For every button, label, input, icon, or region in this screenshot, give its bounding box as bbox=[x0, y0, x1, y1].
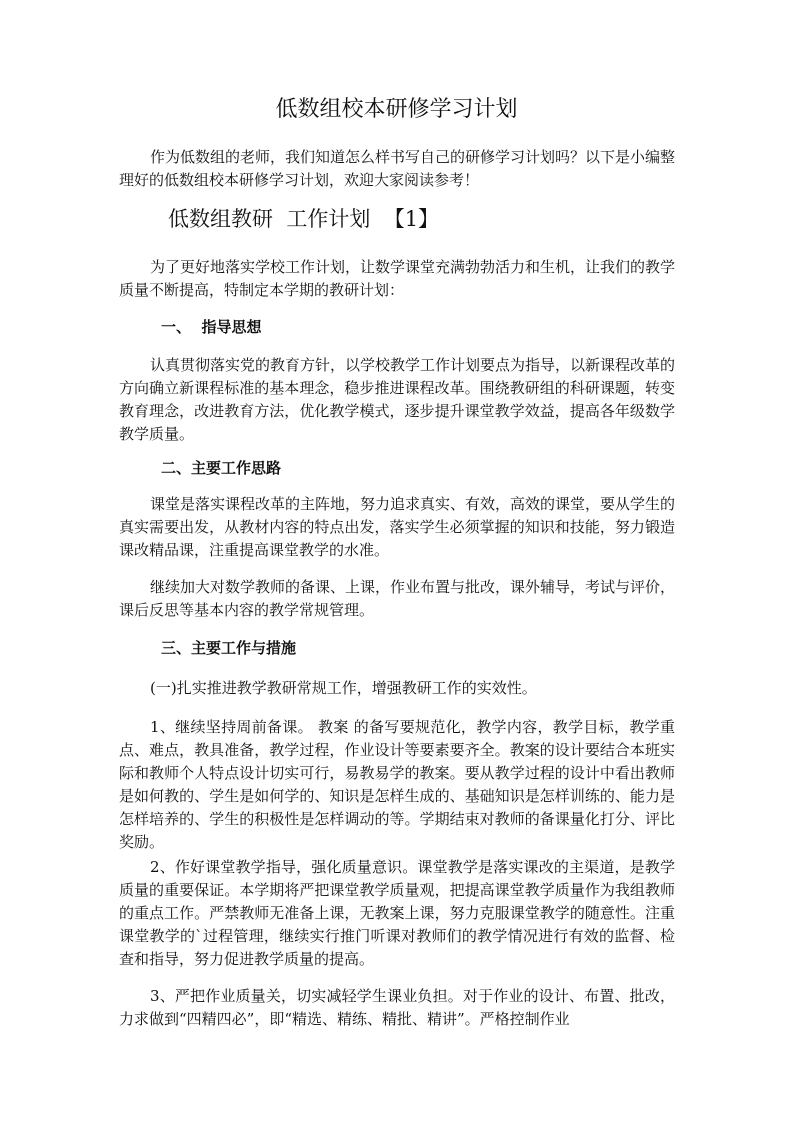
purpose-paragraph: 为了更好地落实学校工作计划，让数学课堂充满勃勃活力和生机，让我们的教学质量不断提高，特制定本学期的教研计划： bbox=[119, 258, 676, 299]
heading-guiding-thought: 一、 指导思想 bbox=[161, 318, 262, 336]
heading-work-approach: 二、主要工作思路 bbox=[161, 459, 282, 477]
heading-work-measures: 三、主要工作与措施 bbox=[161, 639, 297, 657]
document-title: 低数组校本研修学习计划 bbox=[275, 97, 518, 122]
work-approach-paragraph-1: 课堂是落实课程改革的主阵地，努力追求真实、有效，高效的课堂，要从学生的真实需要出发，从教材内容的特点出发，落实学生必须掌握的知识和技能，努力锻造课改精品课，注重提高课堂教学的水准。 bbox=[119, 495, 676, 559]
intro-paragraph: 作为低数组的老师，我们知道怎么样书写自己的研修学习计划吗？以下是小编整理好的低数组校本研修学习计划，欢迎大家阅读参考！ bbox=[119, 148, 676, 189]
item-1-paragraph: 1、继续坚持周前备课。 教案 的备写要规范化，教学内容，教学目标，教学重点、难点，教具准备，教学过程，作业设计等要素要齐全。教案的设计要结合本班实际和教师个人特点设计切实可行，易教易学的教案。要从教学过程的设计中看出教师是如何教的、学生是如何学的、知识是怎样生成的、基础知识是怎样训练的、能力是怎样培养的、学生的积极性是怎样调动的等。学期结束对教师的备课量化打分、评比奖励。 bbox=[119, 718, 675, 851]
section-title: 低数组教研 工作计划 【1】 bbox=[168, 207, 440, 231]
item-3-paragraph: 3、严把作业质量关，切实减轻学生课业负担。对于作业的设计、布置、批改，力求做到“四精四必”，即“精选、精练、精批、精讲”。严格控制作业 bbox=[119, 987, 675, 1028]
measure-1-paragraph: (一)扎实推进教学教研常规工作，增强教研工作的实效性。 bbox=[150, 679, 537, 697]
work-approach-paragraph-2: 继续加大对数学教师的备课、上课，作业布置与批改，课外辅导，考试与评价，课后反思等基本内容的教学常规管理。 bbox=[119, 578, 676, 619]
item-2-paragraph: 2、作好课堂教学指导，强化质量意识。课堂教学是落实课改的主渠道，是教学质量的重要保证。本学期将严把课堂教学质量观，把提高课堂教学质量作为我组教师的重点工作。严禁教师无准备上课，无教案上课，努力克服课堂教学的随意性。注重课堂教学的`过程管理，继续实行推门听课对教师们的教学情况进行有效的监督、检查和指导，努力促进教学质量的提高。 bbox=[119, 858, 675, 968]
guiding-thought-paragraph: 认真贯彻落实党的教育方针，以学校教学工作计划要点为指导，以新课程改革的方向确立新课程标准的基本理念，稳步推进课程改革。围绕教研组的科研课题，转变教育理念，改进教育方法，优化教学模式，逐步提升课堂教学效益，提高各年级数学教学质量。 bbox=[119, 356, 676, 443]
